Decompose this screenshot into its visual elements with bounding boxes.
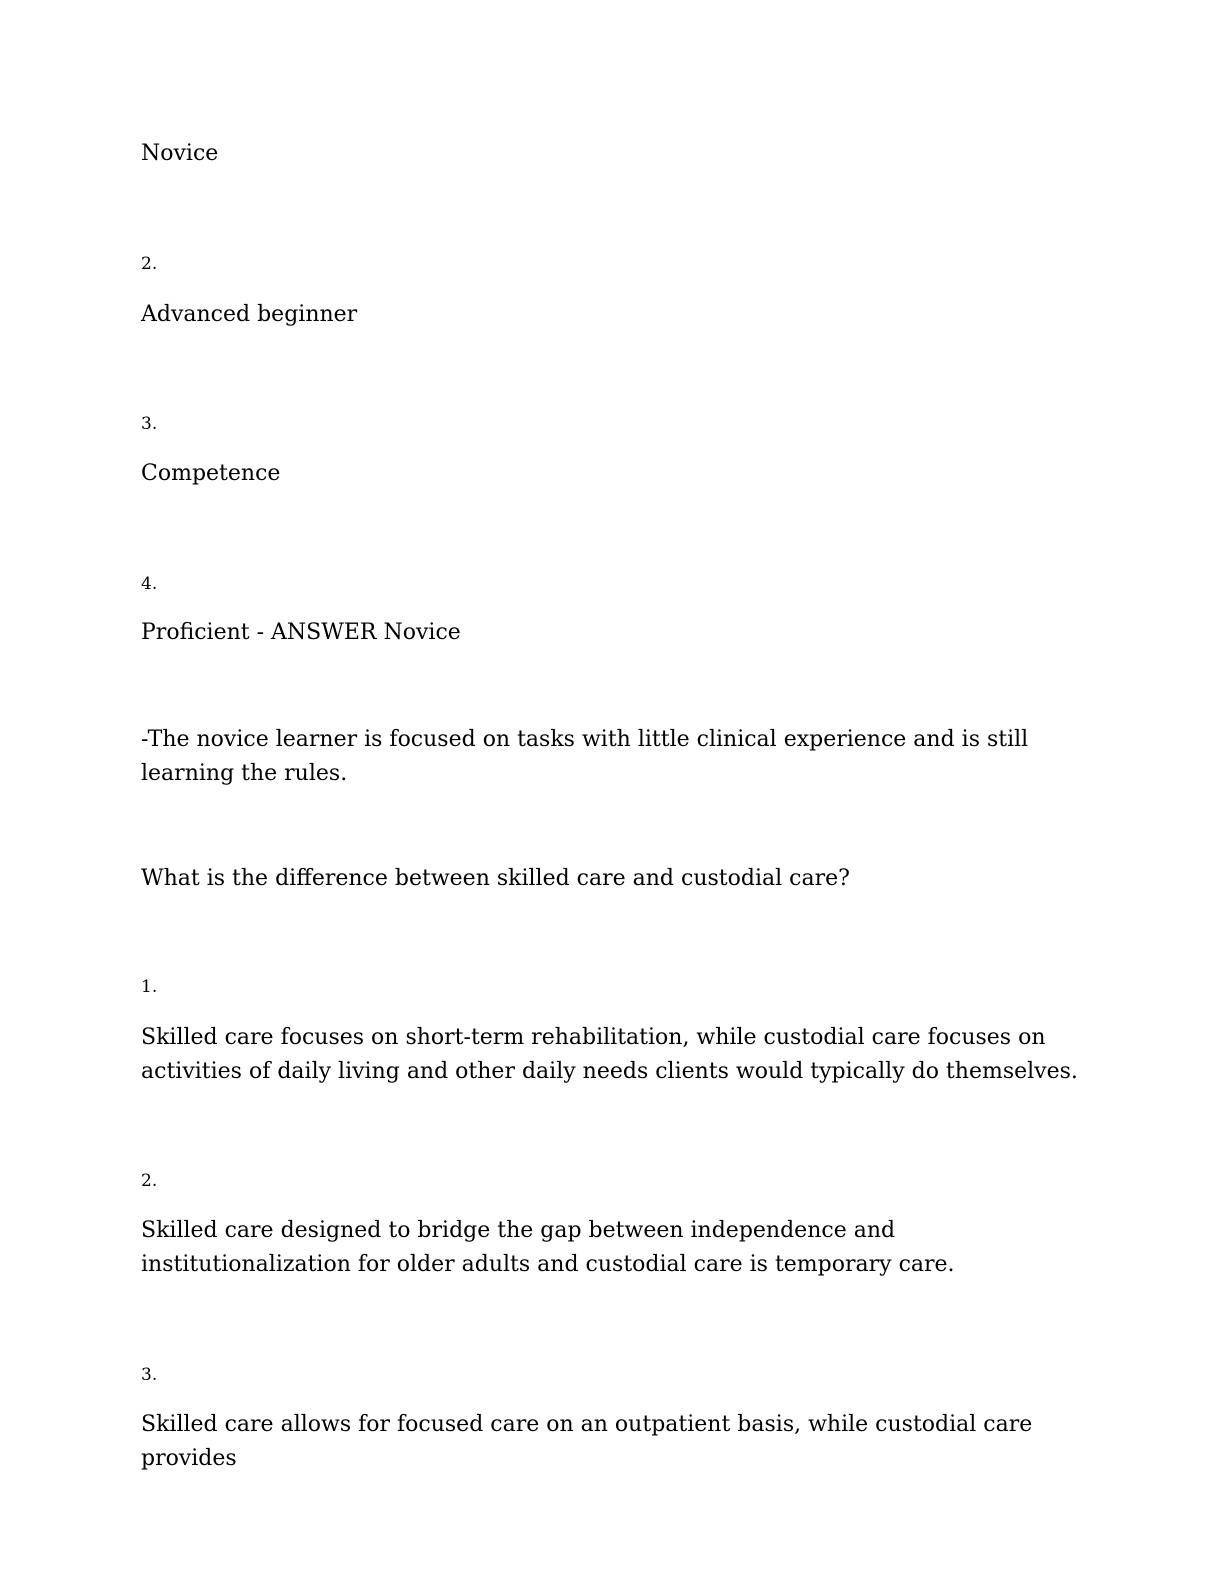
answer-choice-text: Skilled care allows for focused care on an outpatient basis, while custodial care provides xyxy=(141,1412,1033,1471)
choice-number: 3. xyxy=(141,1365,158,1385)
choice-number: 2. xyxy=(141,254,158,274)
answer-choice-text: Advanced beginner xyxy=(141,302,358,327)
answer-rationale: -The novice learner is focused on tasks with little clinical experience and is still learning the rules. xyxy=(141,727,1029,786)
answer-choice-with-answer: Proficient - ANSWER Novice xyxy=(141,620,461,645)
answer-choice-text: Skilled care focuses on short-term rehabilitation, while custodial care focuses on activities of daily living and other daily needs clients would typically do themselves. xyxy=(141,1025,1078,1084)
choice-number: 2. xyxy=(141,1171,158,1191)
answer-choice-text: Competence xyxy=(141,461,281,486)
choice-number: 1. xyxy=(141,977,158,997)
choice-number: 3. xyxy=(141,414,158,434)
answer-choice-text: Novice xyxy=(141,141,219,166)
question-text: What is the difference between skilled care and custodial care? xyxy=(141,866,850,891)
choice-number: 4. xyxy=(141,574,158,594)
answer-choice-text: Skilled care designed to bridge the gap between independence and institutionalization for older adults and custodial care is temporary care. xyxy=(141,1218,955,1277)
